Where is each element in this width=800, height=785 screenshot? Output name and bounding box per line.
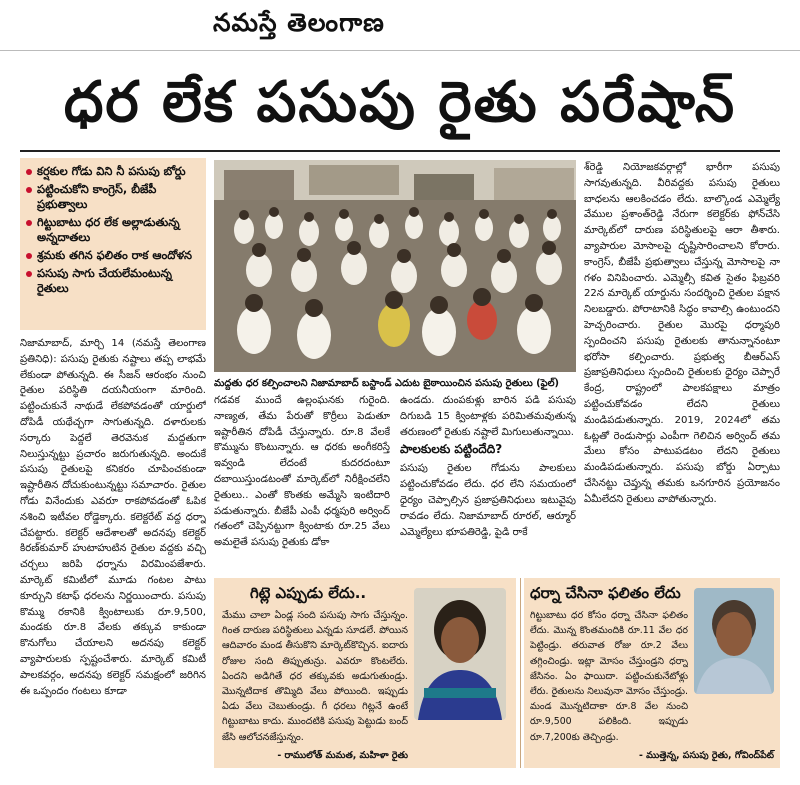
article-column-3 [400, 393, 576, 573]
column-3-subheading: పాలకులకు పట్టిందేది? [400, 442, 503, 457]
newspaper-name: నమస్తే తెలంగాణ [213, 8, 385, 37]
highlight-item: కర్షకుల గోడు విని నీ పసుపు బోర్డు [26, 164, 202, 180]
quote-box-1-text: మేము చాలా ఏండ్ల సంది పసుపు సాగు చేస్తున్నం. గింత దారుణ పరిస్థితులు ఎన్నడు సూడలే. పోయిన ఆదివారం మండ తీసుకొని మార్కెట్‌కొచ్చిన. ఐదారు రోజుల సంది తిప్పుతున్రు. ఎవరూ కొంటలేరు. ఏందని అడిగితే ధర తక్కువకు అడుగుతుండ్రు. మొన్నటిదాక తొమ్మిది వేలు పోయింది. ఇప్పుడు ఏడు వేలు చెబుతుండ్రు. గీ ధరలు గిట్లనే ఉంటే గిట్టుబాటు కాదు. ముందటికి పసుపు పెట్టుడు బంద్ జేసి ఆలోచనజేస్తున్నం. [222, 610, 408, 743]
article-column-1: నిజామాబాద్, మార్చి 14 (నమస్తే తెలంగాణ ప్రతినిధి): పసుపు రైతుకు నష్టాలు తప్ప లాభమే లేకుండా పోతున్నది. ఈ సీజన్ ఆరంభం నుంచి రైతుల పరిస్థితి దయనీయంగా మారింది. పట్టించుకునే నాథుడే లేకపోవడంతో యార్డులో దోపిడీ యథేచ్ఛగా సాగుతున్నది. దళారులకు సర్కారు పెద్దలే తెరవెనుక మద్దతుగా నిలుస్తున్నట్టు ప్రచారం జరుగుతున్నది. అందుకే పసుపు రైతులపై కనికరం చూపించకుండా ఇష్టారీతిన దోచుకుంటున్నట్టు సమాచారం. రైతుల గోడు వినేందుకు ఎవరూ రాకపోవడంతో ఓపిక నశించి ఇటీవల రోడ్డెక్కారు. కలెక్టరేట్ వద్ద ధర్నా చేపట్టారు. కలెక్టర్ ఆదేశాలతో అదనపు కలెక్టర్ కిరణ్‌కుమార్ హుటాహుటిన రైతుల వద్దకు వచ్చి చర్చలు జరిపి ధర్నాను విరమింపజేశారు. మార్కెట్ కమిటీలో మూడు గంటల పాటు కూర్చుని కటాఫ్ ధరలను నిర్ణయించారు. పసుపు కొమ్ము రకానికి క్వింటాలుకు రూ.9,500, మండకు రూ.8 వేలకు తక్కువ కాకుండా కొనుగోలు చేయాలని అదనపు కలెక్టర్ వ్యాపారులకు స్పష్టంచేశారు. మార్కెట్ కమిటీ పాలకవర్గం, అదనపు కలెక్టర్ సమక్షంలో జరిగిన ఈ ఒప్పందం గంటలు కూడా [20, 338, 206, 697]
highlight-item: శ్రమకు తగిన ఫలితం రాక ఆందోళన [26, 248, 202, 264]
farmer-woman-drawing [414, 588, 506, 720]
quote-box-2-title: ధర్నా చేసినా ఫలితం లేదు [530, 584, 681, 602]
headline-rule [20, 150, 780, 152]
farmer-man-photo [694, 588, 774, 694]
masthead [0, 0, 800, 51]
highlight-item: పసుపు సాగు చేయలేమంటున్న రైతులు [26, 266, 202, 297]
column-3-paragraph-2: పసుపు రైతుల గోడును పాలకులు పట్టించుకోవడం లేదు. ధర లేని సమయంలో ధైర్యం చెప్పాల్సిన ప్రజాప్రతినిధులు ఇటువైపు రావడం లేదు. నిజామాబాద్ రూరల్, ఆర్మూర్ ఎమ్మెల్యేలు భూపతిరెడ్డి, పైడి రాకే [400, 463, 576, 538]
farmer-man-drawing [694, 588, 774, 694]
quote-box-2 [524, 578, 780, 768]
quote-box-1-signature: - రాములోత్ మమత, మహిళా రైతు [277, 750, 408, 761]
photo-caption: మద్దతు ధర కల్పించాలని నిజామాబాద్ బస్టాండ్ ఎదుట బైఠాయించిన పసుపు రైతులు (ఫైల్) [214, 378, 559, 389]
article-column-4: శ్‌రెడ్డి నియోజకవర్గాల్లో భారీగా పసుపు సాగవుతున్నది. వీరివద్దకు పసుపు రైతులు బాధలను ఆలకించడం లేదు. బాల్కొండ ఎమ్మెల్యే వేముల ప్రశాంత్‌రెడ్డి నేరుగా కలెక్టర్‌కు ఫోన్‌చేసి మార్కెట్‌లో దారుణ పరిస్థితులపై ఆరా తీశారు. వ్యాపారుల మోసాలపై దృష్టిసారించాలని కోరారు. కాంగ్రెస్, బీజేపీ ప్రభుత్వాలు చేస్తున్న మోసాలపై నా గళం వినిపించారు. ఎమ్మెల్సీ కవిత సైతం ఫిబ్రవరి 22న మార్కెట్ యార్డును సందర్శించి రైతుల పక్షాన నిలబడ్డారు. పోరాటానికి సిద్ధం కావాల్సి ఉంటుందని హెచ్చరించారు. రైతుల మొరపై ధర్మాపురి స్పందించని పసుపు రైతులకు తానున్నానంటూ భరోసా కల్పించారు. ప్రభుత్వ బీఆర్ఎస్ ప్రజాప్రతినిధులు స్పందించి రైతులకు ధైర్యం చెప్పారే కేంద్ర, రాష్ట్రంలో పాలకపక్షాలు మాత్రం పట్టించుకోవడం లేదని రైతులు మండిపడుతున్నారు. 2019, 2024లో తమ ఓట్లతో రెండుసార్లు ఎంపీగా గెలిచిన అర్వింద్ తమ మేలు కోసం పాటుపడటం లేదని రైతులు మండిపడుతున్నారు. పసుపు బోర్డు ఏర్పాటు చేసినట్టు చెప్తున్న తమకు ఒనగూరిన ప్రయోజనం ఏమీలేదని రైతులు వాపోతున్నారు. [584, 162, 780, 505]
headline: ధర లేక పసుపు రైతు పరేషాన్ [63, 70, 737, 135]
quote-box-2-text: గిట్టుబాటు ధర కోసం ధర్నా చేసినా ఫలితం లేదు. మొన్న కొంతమందికి రూ.11 వేల ధర పెట్టిండ్రు. తరువాత రోజు రూ.2 వేలు తగ్గించిండ్రు. ఇట్లా మోసం చేస్తుండ్రని ధర్నా జేసినం. ఏం ఫాయిదా. పట్టించుకునేటోళ్లు లేరు. రైతులను నిలువునా మోసం చేస్తుండ్రు. మండ మొన్నటిదాకా రూ.8 వేల నుంచి రూ.9,500 పలికింది. ఇప్పుడు రూ.7,200కు తెచ్చిండ్రు. [530, 610, 688, 743]
article-column-2: గడవక ముందే ఉల్లంఘనకు గురైంది. నాణ్యత, తేమ పేరుతో కొర్రీలు పెడుతూ ఇష్టారీతిన దోపిడీ చేస్తున్నారు. రూ.8 వేలకే కొమ్మును కొంటున్నారు. ఆ ధరకు అంగీకరిస్తే ఇవ్వండి లేదంటే కుదరదంటూ దబాయిస్తుండటంతో మార్కెట్‌లో నిరీక్షించలేని రైతులు.. ఎంతో కొంతకు అమ్మేసి ఇంటిదారి పడుతున్నారు. బీజేపీ ఎంపీ ధర్మపురి అర్వింద్ గతంలో చెప్పినట్టుగా క్వింటాకు రూ.25 వేలు అమలైతే పసుపు రైతుకు డోకా [214, 395, 390, 549]
quote-box-2-signature: - ముత్తెన్న, పసుపు రైతు, గోవింద్‌పేట్ [638, 750, 774, 761]
protest-photo [214, 160, 576, 372]
highlights-box [20, 158, 206, 330]
protest-photo-drawing [214, 160, 576, 372]
highlight-item: పట్టించుకోని కాంగ్రెస్, బీజేపీ ప్రభుత్వాలు [26, 182, 202, 213]
farmer-woman-photo [414, 588, 506, 720]
column-3-paragraph-1: ఉండదు. దుంపకుళ్లు బారిన పడి పసుపు దిగుబడి 15 క్వింటాళ్లకు పరిమితమవుతున్న తరుణంలో రైతుకు నష్టాలే మిగులుతున్నాయి. [400, 395, 576, 438]
highlight-item: గిట్టుబాటు ధర లేక అల్లాడుతున్న అన్నదాతలు [26, 215, 202, 246]
quote-box-1-title: గిట్లె ఎప్పుడు లేదు.. [250, 584, 367, 602]
quote-box-1 [214, 578, 516, 768]
box-divider [520, 578, 521, 768]
